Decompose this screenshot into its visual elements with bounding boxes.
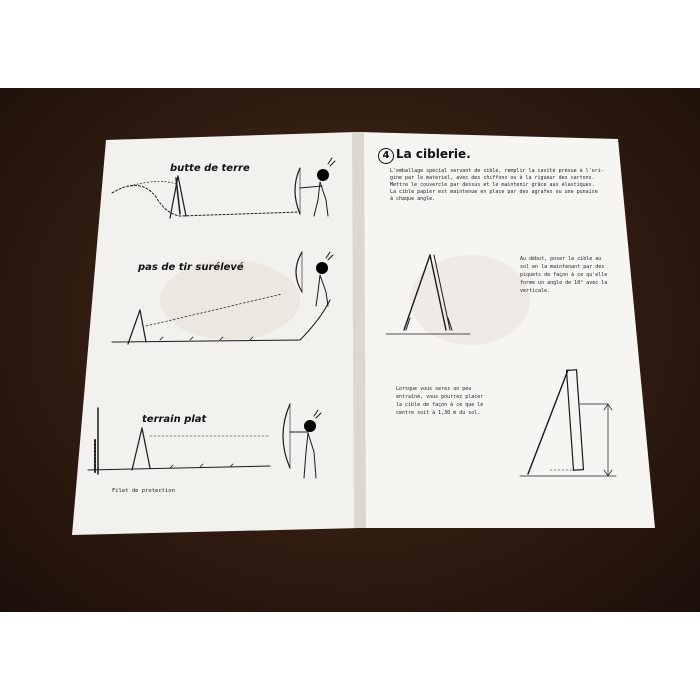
intro-line-3: Mettre le couvercle par dessus et le maintenir grâce aux élastiques.: [390, 182, 595, 188]
diagram-terrain-plat: [88, 408, 270, 474]
intro-line-2: gine par le matériel, avec des chiffons ou à la rigueur des cartons.: [390, 175, 595, 181]
caption-filet-de-protection: Filet de protection: [112, 488, 175, 494]
step1-line-4: forme un angle de 10° avec la: [520, 280, 608, 286]
step1-line-5: verticale.: [520, 288, 551, 294]
step1-line-3: piquets de façon à ce qu'elle: [520, 272, 608, 278]
archer-2: [296, 252, 333, 306]
heading-pas-de-tir-sureleve: pas de tir surélevé: [138, 262, 244, 273]
step1-line-1: Au début, poser la cible au: [520, 256, 602, 262]
heading-terrain-plat: terrain plat: [142, 414, 207, 425]
archer-3: [283, 404, 321, 478]
intro-line-5: à chaque angle.: [390, 196, 436, 202]
step1-line-2: sol en la maintenant par des: [520, 264, 605, 270]
step2-line-1: Lorsque vous serez un peu: [396, 386, 472, 392]
diagram-target-tilted: [386, 255, 470, 334]
diagram-butte-de-terre: [112, 176, 300, 218]
step2-line-2: entraîné, vous pourrez placer: [396, 394, 484, 400]
step2-line-4: centre soit à 1,30 m du sol.: [396, 410, 481, 416]
intro-line-4: La cible papier est maintenue en place par des agrafes ou une punaise: [390, 189, 598, 195]
section-title: La ciblerie.: [396, 147, 471, 161]
diagram-pas-de-tir: [112, 294, 330, 344]
diagram-target-raised: [520, 370, 616, 476]
archer-1: [295, 158, 335, 216]
heading-butte-de-terre: butte de terre: [170, 163, 250, 174]
intro-line-1: L'emballage spécial servant de cible, remplir la cavité prévue à l'ori-: [390, 168, 604, 174]
step2-line-3: la cible de façon à ce que le: [396, 402, 484, 408]
section-number-badge: 4: [378, 148, 394, 164]
